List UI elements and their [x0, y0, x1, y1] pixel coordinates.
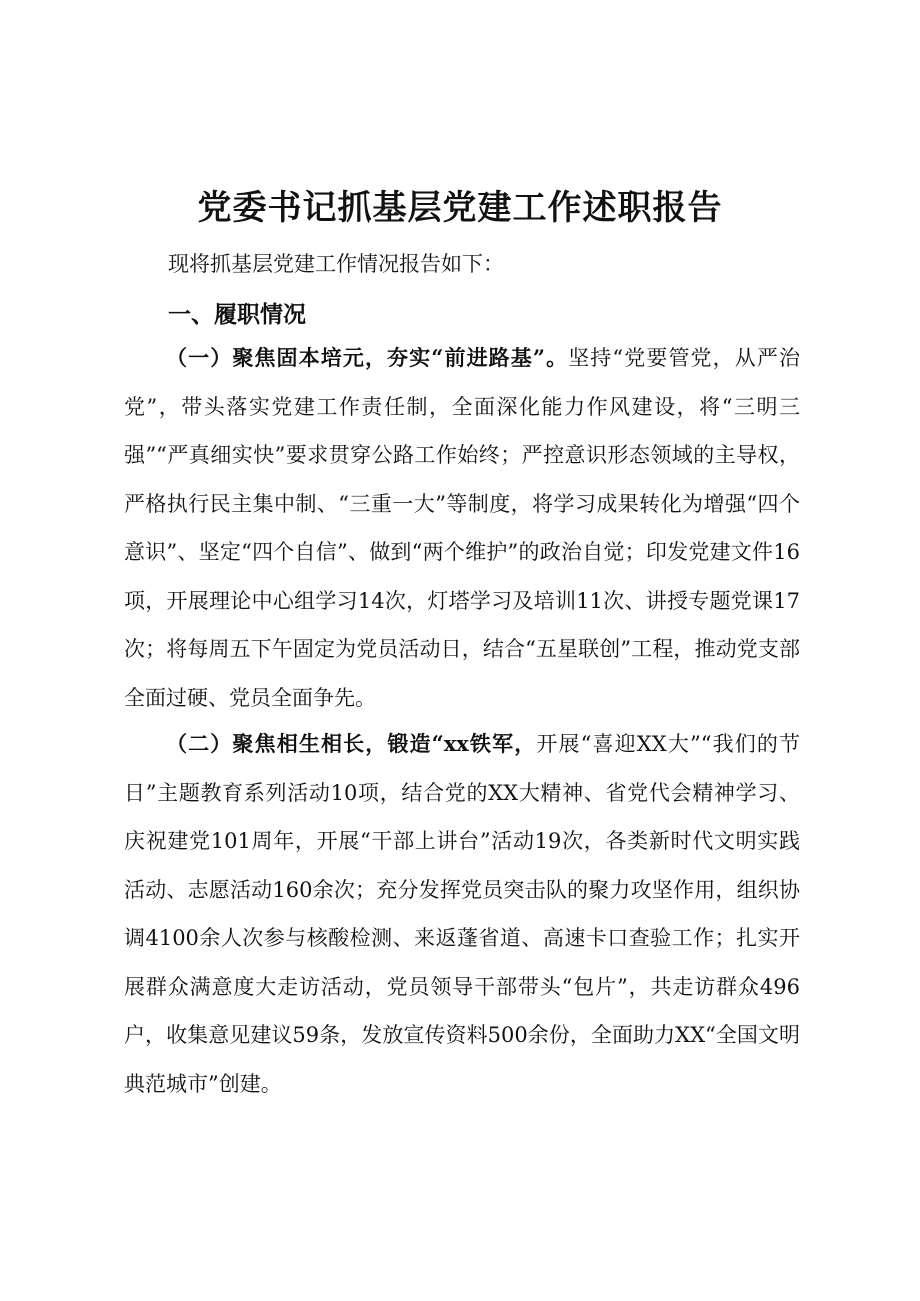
paragraph-2-lead: （二）聚焦相生相长，锻造“xx铁军， [166, 731, 537, 756]
paragraph-2 [124, 720, 800, 1108]
paragraph-2-body: 开展“喜迎XX大”“我们的节日”主题教育系列活动10项，结合党的XX大精神、省党代会精神学习、庆祝建党101周年，开展“干部上讲台”活动19次，各类新时代文明实践活动、志愿活动160余次；充分发挥党员突击队的聚力攻坚作用，组织协调4100余人次参与核酸检测、来返蓬省道、高速卡口查验工作；扎实开展群众满意度大走访活动，党员领导干部带头“包片”，共走访群众496户，收集意见建议59条，发放宣传资料500余份，全面助力XX“全国文明典范城市”创建。 [124, 732, 801, 1096]
paragraph-1-lead: （一）聚焦固本培元，夯实“前进路基”。 [166, 345, 569, 370]
section-heading: 一、履职情况 [168, 302, 306, 328]
document-title: 党委书记抓基层党建工作述职报告 [197, 188, 723, 228]
paragraph-1-body: 坚持“党要管党，从严治党”，带头落实党建工作责任制，全面深化能力作风建设，将“三明三强”“严真细实快”要求贯穿公路工作始终；严控意识形态领域的主导权，严格执行民主集中制、“三重一大”等制度，将学习成果转化为增强“四个意识”、坚定“四个自信”、做到“两个维护”的政治自觉；印发党建文件16项，开展理论中心组学习14次，灯塔学习及培训11次、讲授专题党课17次；将每周五下午固定为党员活动日，结合“五星联创”工程，推动党支部全面过硬、党员全面争先。 [124, 346, 800, 710]
intro-text: 现将抓基层党建工作情况报告如下： [168, 252, 504, 276]
paragraph-1 [124, 334, 800, 722]
